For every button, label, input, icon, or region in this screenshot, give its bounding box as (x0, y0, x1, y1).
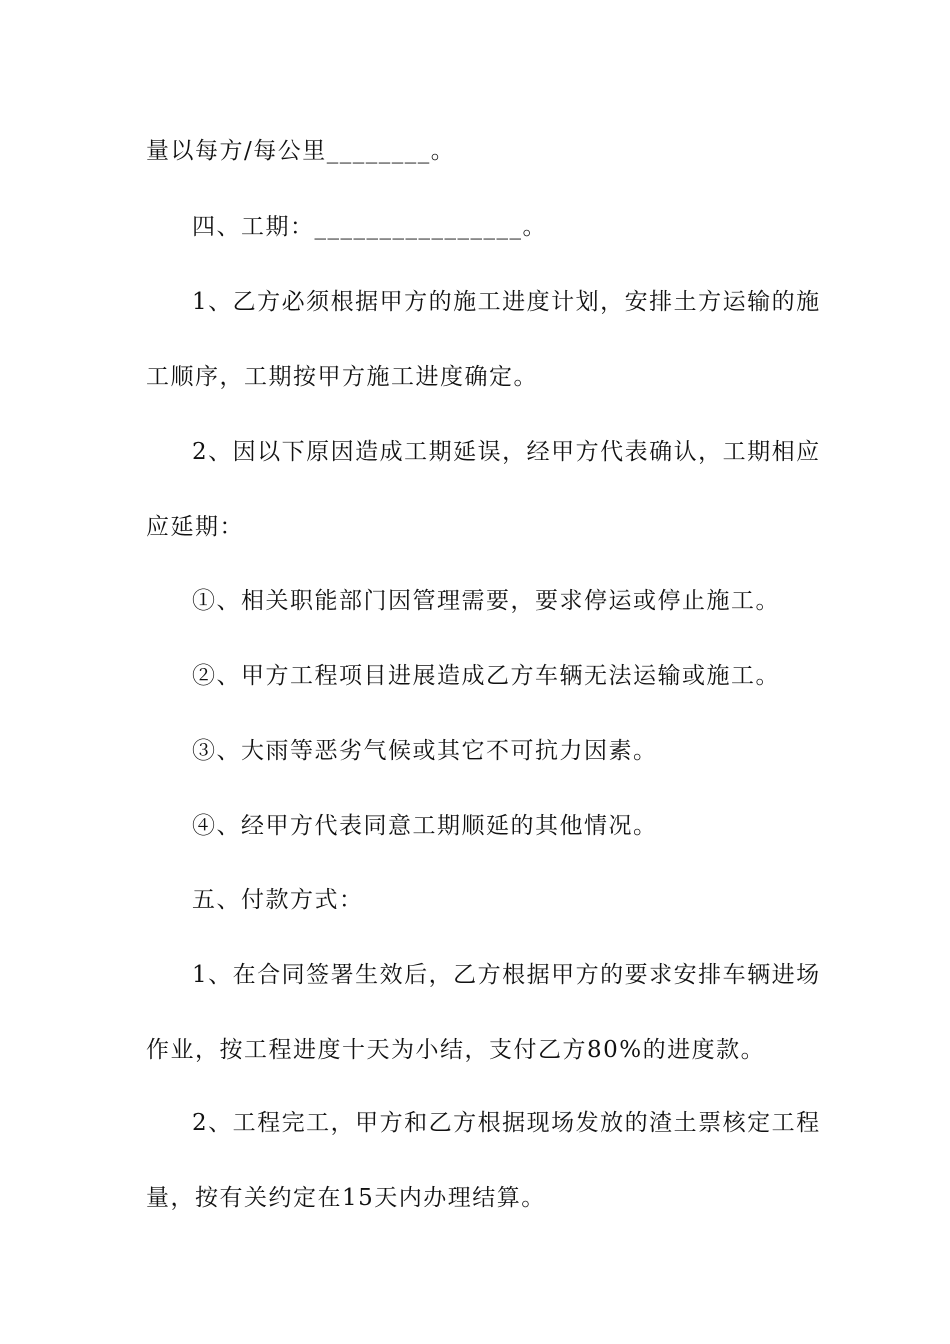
clause-line-continuation: 应延期： (146, 514, 244, 540)
section-heading-schedule: 四、工期：________________。 (192, 214, 547, 240)
sub-clause-line: ①、相关职能部门因管理需要，要求停运或停止施工。 (192, 588, 780, 614)
clause-line: 1、乙方必须根据甲方的施工进度计划，安排土方运输的施 (192, 289, 821, 315)
clause-line-continuation: 作业，按工程进度十天为小结，支付乙方80%的进度款。 (146, 1037, 766, 1063)
sub-clause-line: ④、经甲方代表同意工期顺延的其他情况。 (192, 813, 658, 839)
clause-line: 2、因以下原因造成工期延误，经甲方代表确认，工期相应 (192, 439, 821, 465)
section-heading-payment: 五、付款方式： (192, 887, 364, 913)
sub-clause-line: ②、甲方工程项目进展造成乙方车辆无法运输或施工。 (192, 663, 780, 689)
clause-line-continuation: 量，按有关约定在15天内办理结算。 (146, 1185, 546, 1211)
sub-clause-line: ③、大雨等恶劣气候或其它不可抗力因素。 (192, 738, 658, 764)
clause-line-continuation: 工顺序，工期按甲方施工进度确定。 (146, 364, 538, 390)
clause-line: 1、在合同签署生效后，乙方根据甲方的要求安排车辆进场 (192, 962, 821, 988)
clause-line: 2、工程完工，甲方和乙方根据现场发放的渣土票核定工程 (192, 1110, 821, 1136)
body-line-continuation: 量以每方/每公里________。 (146, 138, 456, 164)
